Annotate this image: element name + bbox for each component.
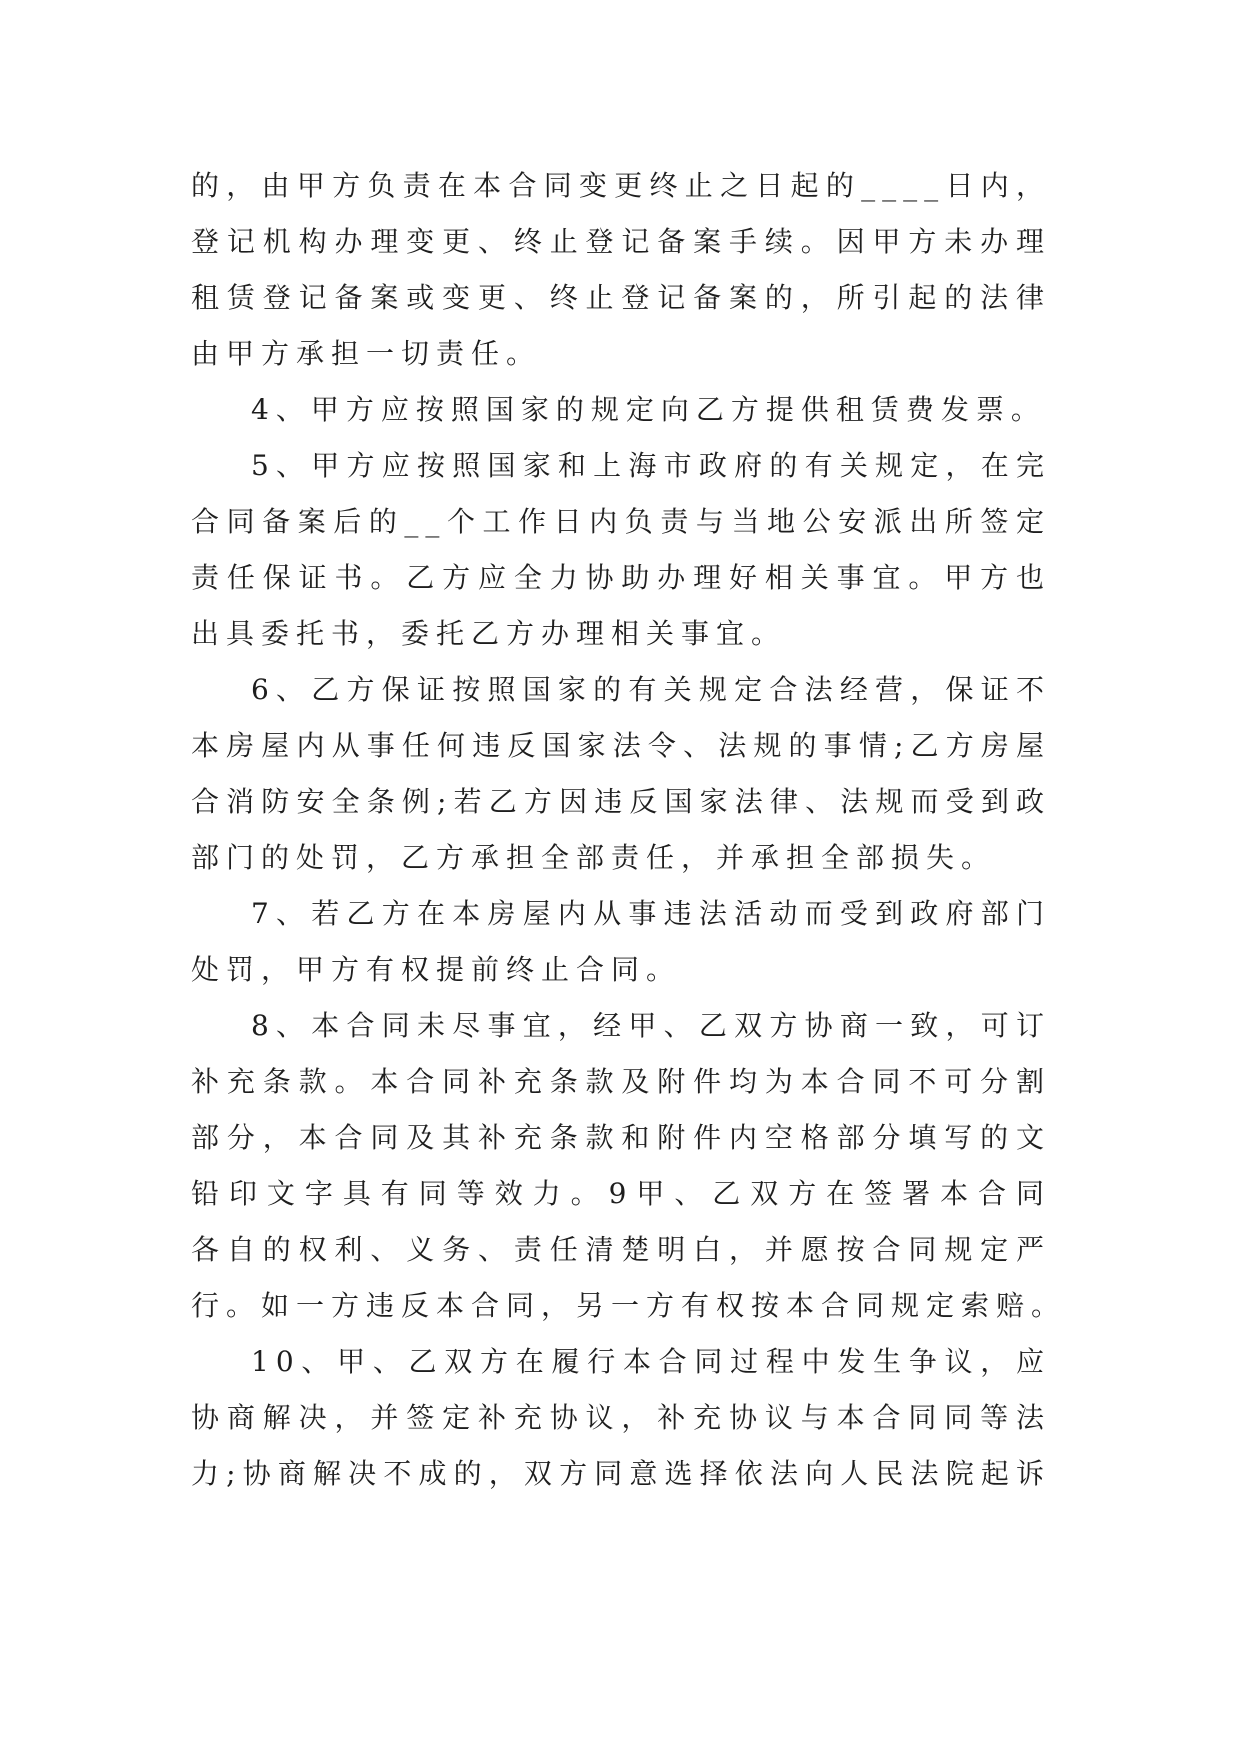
- text-line: 登记机构办理变更、终止登记备案手续。因甲方未办理: [191, 225, 1051, 258]
- text-line: 部门的处罚，乙方承担全部责任，并承担全部损失。: [191, 841, 997, 874]
- text-line: 合同备案后的__个工作日内负责与当地公安派出所签定: [191, 505, 1051, 538]
- paragraph-first-line: 5、甲方应按照国家和上海市政府的有关规定，在完: [251, 449, 1051, 482]
- text-line: 出具委托书，委托乙方办理相关事宜。: [191, 617, 787, 650]
- paragraph-first-line: 8、本合同未尽事宜，经甲、乙双方协商一致，可订: [251, 1009, 1051, 1042]
- paragraph-first-line: 10、甲、乙双方在履行本合同过程中发生争议，应: [251, 1345, 1051, 1378]
- text-line: 各自的权利、义务、责任清楚明白，并愿按合同规定严: [191, 1233, 1051, 1266]
- text-line: 力;协商解决不成的，双方同意选择依法向人民法院起诉: [191, 1457, 1051, 1490]
- text-line: 处罚，甲方有权提前终止合同。: [191, 953, 682, 986]
- text-line: 铅印文字具有同等效力。9甲、乙双方在签署本合同: [191, 1177, 1051, 1210]
- text-line: 的，由甲方负责在本合同变更终止之日起的____日内，: [191, 169, 1051, 202]
- text-line: 本房屋内从事任何违反国家法令、法规的事情;乙方房屋: [191, 729, 1051, 762]
- paragraph-first-line: 6、乙方保证按照国家的有关规定合法经营，保证不: [251, 673, 1051, 706]
- text-line: 行。如一方违反本合同，另一方有权按本合同规定索赔。: [191, 1289, 1067, 1322]
- text-line: 租赁登记备案或变更、终止登记备案的，所引起的法律: [191, 281, 1051, 314]
- text-line: 合消防安全条例;若乙方因违反国家法律、法规而受到政: [191, 785, 1051, 818]
- text-line: 协商解决，并签定补充协议，补充协议与本合同同等法: [191, 1401, 1051, 1434]
- paragraph-first-line: 7、若乙方在本房屋内从事违法活动而受到政府部门: [251, 897, 1051, 930]
- text-line: 责任保证书。乙方应全力协助办理好相关事宜。甲方也: [191, 561, 1051, 594]
- text-line: 补充条款。本合同补充条款及附件均为本合同不可分割: [191, 1065, 1051, 1098]
- paragraph-first-line: 4、甲方应按照国家的规定向乙方提供租赁费发票。: [251, 393, 1046, 426]
- text-line: 部分，本合同及其补充条款和附件内空格部分填写的文: [191, 1121, 1051, 1154]
- text-line: 由甲方承担一切责任。: [191, 337, 542, 370]
- contract-text: [191, 158, 1067, 1502]
